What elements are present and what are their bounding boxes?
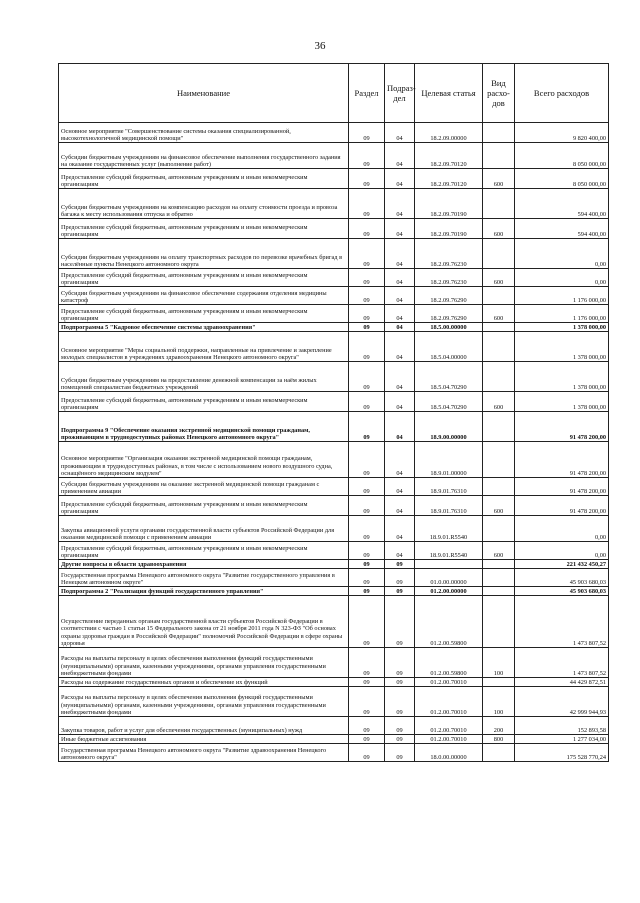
table-row bbox=[59, 516, 609, 542]
header-section: Раздел bbox=[349, 64, 385, 123]
cell-target: 01.2.00.70010 bbox=[415, 678, 483, 687]
cell-section: 09 bbox=[349, 496, 385, 516]
cell-subsection: 04 bbox=[385, 392, 415, 412]
cell-section: 09 bbox=[349, 305, 385, 323]
cell-subsection: 04 bbox=[385, 189, 415, 219]
table-row bbox=[59, 123, 609, 143]
cell-subsection: 04 bbox=[385, 362, 415, 392]
cell-target: 01.2.00.70010 bbox=[415, 687, 483, 717]
cell-subsection: 04 bbox=[385, 442, 415, 478]
cell-total: 1 473 807,52 bbox=[515, 596, 609, 648]
cell-section: 09 bbox=[349, 332, 385, 362]
table-row bbox=[59, 496, 609, 516]
cell-target: 18.2.09.70120 bbox=[415, 169, 483, 189]
page-number: 36 bbox=[314, 40, 326, 52]
cell-total: 152 893,58 bbox=[515, 717, 609, 735]
cell-name: Иные бюджетные ассигнования bbox=[59, 735, 349, 744]
cell-subsection: 09 bbox=[385, 678, 415, 687]
cell-name: Подпрограмма 2 "Реализация функций государственного управления" bbox=[59, 587, 349, 596]
cell-total: 1 176 000,00 bbox=[515, 287, 609, 305]
cell-kind bbox=[483, 239, 515, 269]
cell-target bbox=[415, 560, 483, 569]
table-row bbox=[59, 412, 609, 442]
cell-kind: 600 bbox=[483, 169, 515, 189]
cell-subsection: 09 bbox=[385, 596, 415, 648]
cell-section: 09 bbox=[349, 189, 385, 219]
cell-name: Расходы на выплаты персоналу в целях обеспечения выполнения функций государственными (муниципальными) органами, казенными учреждениями, органами управления государственными внебюджетными фондами bbox=[59, 687, 349, 717]
cell-name: Государственная программа Ненецкого автономного округа "Развитие здравоохранения Ненецкого автономного округа" bbox=[59, 744, 349, 762]
cell-total: 1 473 807,52 bbox=[515, 648, 609, 678]
cell-subsection: 04 bbox=[385, 123, 415, 143]
cell-subsection: 04 bbox=[385, 323, 415, 332]
cell-name: Расходы на содержание государственных органов и обеспечение их функций bbox=[59, 678, 349, 687]
table-row bbox=[59, 239, 609, 269]
cell-target: 18.9.01.76310 bbox=[415, 496, 483, 516]
cell-kind bbox=[483, 442, 515, 478]
cell-total: 1 378 000,00 bbox=[515, 332, 609, 362]
header-total: Всего расходов bbox=[515, 64, 609, 123]
cell-section: 09 bbox=[349, 412, 385, 442]
table-row bbox=[59, 717, 609, 735]
cell-subsection: 04 bbox=[385, 305, 415, 323]
cell-subsection: 09 bbox=[385, 587, 415, 596]
cell-target: 01.0.00.00000 bbox=[415, 569, 483, 587]
cell-kind: 600 bbox=[483, 392, 515, 412]
cell-section: 09 bbox=[349, 735, 385, 744]
cell-kind bbox=[483, 569, 515, 587]
cell-target: 18.2.09.70120 bbox=[415, 143, 483, 169]
cell-subsection: 04 bbox=[385, 412, 415, 442]
cell-total: 1 378 000,00 bbox=[515, 362, 609, 392]
cell-target: 01.2.00.59800 bbox=[415, 648, 483, 678]
cell-kind: 600 bbox=[483, 219, 515, 239]
cell-kind bbox=[483, 287, 515, 305]
cell-name: Расходы на выплаты персоналу в целях обеспечения выполнения функций государственными (муниципальными) органами, казенными учреждениями, органами управления государственными внебюджетными фондами bbox=[59, 648, 349, 678]
cell-total: 594 400,00 bbox=[515, 189, 609, 219]
cell-name: Предоставление субсидий бюджетным, автономным учреждениям и иным некоммерческим организациям bbox=[59, 305, 349, 323]
header-subsection: Подраз-дел bbox=[385, 64, 415, 123]
table-row bbox=[59, 687, 609, 717]
table-row bbox=[59, 287, 609, 305]
cell-subsection: 09 bbox=[385, 717, 415, 735]
cell-kind: 600 bbox=[483, 305, 515, 323]
cell-total: 91 478 200,00 bbox=[515, 412, 609, 442]
table-row bbox=[59, 392, 609, 412]
cell-total: 0,00 bbox=[515, 516, 609, 542]
cell-subsection: 09 bbox=[385, 569, 415, 587]
cell-kind bbox=[483, 323, 515, 332]
cell-subsection: 09 bbox=[385, 744, 415, 762]
cell-kind: 600 bbox=[483, 496, 515, 516]
cell-section: 09 bbox=[349, 569, 385, 587]
cell-kind: 100 bbox=[483, 687, 515, 717]
cell-kind: 600 bbox=[483, 269, 515, 287]
cell-section: 09 bbox=[349, 169, 385, 189]
cell-name: Осуществление переданных органам государственной власти субъектов Российской Федерации в соответствии с частью 1 статьи 15 Федерального закона от 21 ноября 2011 года N 323-ФЗ "Об основах охраны здоровья граждан в Российской Федерации" полномочий Российской Федерации в сфере охраны здоровья bbox=[59, 596, 349, 648]
cell-subsection: 04 bbox=[385, 332, 415, 362]
cell-section: 09 bbox=[349, 323, 385, 332]
cell-name: Подпрограмма 5 "Кадровое обеспечение системы здравоохранения" bbox=[59, 323, 349, 332]
cell-section: 09 bbox=[349, 687, 385, 717]
cell-section: 09 bbox=[349, 678, 385, 687]
cell-subsection: 04 bbox=[385, 496, 415, 516]
cell-subsection: 04 bbox=[385, 516, 415, 542]
cell-kind bbox=[483, 143, 515, 169]
cell-total: 175 528 770,24 bbox=[515, 744, 609, 762]
cell-kind bbox=[483, 123, 515, 143]
cell-total: 594 400,00 bbox=[515, 219, 609, 239]
cell-section: 09 bbox=[349, 287, 385, 305]
cell-target: 18.2.09.76230 bbox=[415, 239, 483, 269]
cell-subsection: 04 bbox=[385, 478, 415, 496]
cell-total: 0,00 bbox=[515, 269, 609, 287]
table-row bbox=[59, 189, 609, 219]
cell-total: 221 432 450,27 bbox=[515, 560, 609, 569]
cell-name: Основное мероприятие "Меры социальной поддержки, направленные на привлечение и закрепление молодых специалистов в учреждениях здравоохранения Ненецкого автономного округа" bbox=[59, 332, 349, 362]
cell-subsection: 04 bbox=[385, 287, 415, 305]
cell-name: Субсидии бюджетным учреждениям на компенсацию расходов на оплату стоимости проезда и провоза багажа к месту использования отпуска и обратно bbox=[59, 189, 349, 219]
cell-kind bbox=[483, 362, 515, 392]
cell-section: 09 bbox=[349, 648, 385, 678]
cell-name: Предоставление субсидий бюджетным, автономным учреждениям и иным некоммерческим организациям bbox=[59, 269, 349, 287]
cell-section: 09 bbox=[349, 587, 385, 596]
cell-section: 09 bbox=[349, 542, 385, 560]
cell-subsection: 04 bbox=[385, 169, 415, 189]
cell-target: 18.9.00.00000 bbox=[415, 412, 483, 442]
cell-name: Предоставление субсидий бюджетным, автономным учреждениям и иным некоммерческим организациям bbox=[59, 496, 349, 516]
cell-target: 18.5.04.00000 bbox=[415, 332, 483, 362]
table-row bbox=[59, 442, 609, 478]
cell-subsection: 09 bbox=[385, 648, 415, 678]
cell-target: 01.2.00.70010 bbox=[415, 717, 483, 735]
table-row bbox=[59, 569, 609, 587]
table-row bbox=[59, 305, 609, 323]
table-row bbox=[59, 542, 609, 560]
cell-section: 09 bbox=[349, 717, 385, 735]
cell-name: Основное мероприятие "Организация оказания экстренной медицинской помощи гражданам, проживающим в труднодоступных районах, в том числе с использованием нового воздушного судна, оснащённого медицинским модулем" bbox=[59, 442, 349, 478]
cell-subsection: 04 bbox=[385, 542, 415, 560]
cell-name: Другие вопросы в области здравоохранения bbox=[59, 560, 349, 569]
cell-target: 18.9.01.00000 bbox=[415, 442, 483, 478]
cell-kind: 200 bbox=[483, 717, 515, 735]
header-target: Целевая статья bbox=[415, 64, 483, 123]
cell-target: 18.9.01.76310 bbox=[415, 478, 483, 496]
table-body bbox=[59, 123, 609, 762]
cell-section: 09 bbox=[349, 744, 385, 762]
cell-target: 18.2.09.76290 bbox=[415, 305, 483, 323]
cell-total: 1 176 000,00 bbox=[515, 305, 609, 323]
cell-name: Предоставление субсидий бюджетным, автономным учреждениям и иным некоммерческим организациям bbox=[59, 219, 349, 239]
budget-table bbox=[58, 63, 609, 762]
cell-section: 09 bbox=[349, 143, 385, 169]
cell-section: 09 bbox=[349, 516, 385, 542]
cell-target: 18.9.01.R5540 bbox=[415, 516, 483, 542]
cell-subsection: 04 bbox=[385, 219, 415, 239]
cell-name: Предоставление субсидий бюджетным, автономным учреждениям и иным некоммерческим организациям bbox=[59, 169, 349, 189]
cell-total: 44 429 872,51 bbox=[515, 678, 609, 687]
cell-name: Закупка товаров, работ и услуг для обеспечения государственных (муниципальных) нужд bbox=[59, 717, 349, 735]
table-row bbox=[59, 587, 609, 596]
cell-total: 1 378 000,00 bbox=[515, 323, 609, 332]
cell-kind bbox=[483, 596, 515, 648]
table-row bbox=[59, 678, 609, 687]
table-row bbox=[59, 478, 609, 496]
cell-total: 42 999 944,93 bbox=[515, 687, 609, 717]
table-header-row bbox=[59, 64, 609, 123]
cell-total: 45 903 680,03 bbox=[515, 587, 609, 596]
cell-name: Государственная программа Ненецкого автономного округа "Развитие государственного управления в Ненецком автономном округе" bbox=[59, 569, 349, 587]
cell-total: 1 277 034,00 bbox=[515, 735, 609, 744]
cell-subsection: 04 bbox=[385, 239, 415, 269]
cell-subsection: 04 bbox=[385, 269, 415, 287]
cell-name: Предоставление субсидий бюджетным, автономным учреждениям и иным некоммерческим организациям bbox=[59, 392, 349, 412]
cell-target: 18.2.09.76230 bbox=[415, 269, 483, 287]
cell-name: Закупка авиационной услуги органами государственной власти субъектов Российской Федерации для оказания медицинской помощи с применением авиации bbox=[59, 516, 349, 542]
cell-total: 1 378 000,00 bbox=[515, 392, 609, 412]
cell-section: 09 bbox=[349, 596, 385, 648]
cell-subsection: 04 bbox=[385, 143, 415, 169]
header-kind: Вид расхо-дов bbox=[483, 64, 515, 123]
cell-total: 45 903 680,03 bbox=[515, 569, 609, 587]
cell-kind bbox=[483, 332, 515, 362]
cell-total: 0,00 bbox=[515, 239, 609, 269]
cell-kind bbox=[483, 189, 515, 219]
cell-section: 09 bbox=[349, 392, 385, 412]
cell-section: 09 bbox=[349, 239, 385, 269]
cell-section: 09 bbox=[349, 442, 385, 478]
cell-target: 18.2.09.76290 bbox=[415, 287, 483, 305]
cell-kind bbox=[483, 560, 515, 569]
cell-kind bbox=[483, 516, 515, 542]
cell-section: 09 bbox=[349, 362, 385, 392]
cell-target: 01.2.00.00000 bbox=[415, 587, 483, 596]
table-row bbox=[59, 143, 609, 169]
cell-name: Субсидии бюджетным учреждениям на финансовое обеспечение выполнения государственного задания на оказание государственных услуг (выполнение работ) bbox=[59, 143, 349, 169]
cell-section: 09 bbox=[349, 560, 385, 569]
cell-subsection: 09 bbox=[385, 560, 415, 569]
cell-name: Субсидии бюджетным учреждениям на оказание экстренной медицинской помощи гражданам с применением авиации bbox=[59, 478, 349, 496]
table-row bbox=[59, 219, 609, 239]
cell-target: 18.9.01.R5540 bbox=[415, 542, 483, 560]
cell-section: 09 bbox=[349, 123, 385, 143]
cell-target: 18.5.00.00000 bbox=[415, 323, 483, 332]
table-row bbox=[59, 323, 609, 332]
table-row bbox=[59, 648, 609, 678]
table-row bbox=[59, 744, 609, 762]
cell-target: 18.2.09.00000 bbox=[415, 123, 483, 143]
cell-name: Субсидии бюджетным учреждениям на оплату транспортных расходов по перевозке врачебных бригад в населённые пункты Ненецкого автономного округа bbox=[59, 239, 349, 269]
table-row bbox=[59, 362, 609, 392]
header-name: Наименование bbox=[59, 64, 349, 123]
cell-kind bbox=[483, 412, 515, 442]
cell-total: 91 478 200,00 bbox=[515, 478, 609, 496]
cell-kind bbox=[483, 744, 515, 762]
table-row bbox=[59, 169, 609, 189]
cell-total: 9 820 400,00 bbox=[515, 123, 609, 143]
table-row bbox=[59, 269, 609, 287]
cell-subsection: 09 bbox=[385, 687, 415, 717]
cell-name: Предоставление субсидий бюджетным, автономным учреждениям и иным некоммерческим организациям bbox=[59, 542, 349, 560]
cell-name: Основное мероприятие "Совершенствование системы оказания специализированной, высокотехнологичной медицинской помощи" bbox=[59, 123, 349, 143]
cell-subsection: 09 bbox=[385, 735, 415, 744]
cell-total: 91 478 200,00 bbox=[515, 442, 609, 478]
cell-kind bbox=[483, 478, 515, 496]
cell-name: Субсидии бюджетным учреждениям на финансовое обеспечение содержания отделения медицины катастроф bbox=[59, 287, 349, 305]
table-row bbox=[59, 560, 609, 569]
cell-kind bbox=[483, 678, 515, 687]
cell-target: 18.0.00.00000 bbox=[415, 744, 483, 762]
cell-target: 18.5.04.70290 bbox=[415, 362, 483, 392]
cell-kind bbox=[483, 587, 515, 596]
cell-section: 09 bbox=[349, 219, 385, 239]
cell-kind: 100 bbox=[483, 648, 515, 678]
cell-kind: 600 bbox=[483, 542, 515, 560]
table-row bbox=[59, 332, 609, 362]
cell-section: 09 bbox=[349, 269, 385, 287]
cell-target: 18.2.09.70190 bbox=[415, 219, 483, 239]
cell-target: 01.2.00.59800 bbox=[415, 596, 483, 648]
cell-total: 8 050 000,00 bbox=[515, 143, 609, 169]
cell-target: 18.2.09.70190 bbox=[415, 189, 483, 219]
cell-target: 01.2.00.70010 bbox=[415, 735, 483, 744]
cell-total: 8 050 000,00 bbox=[515, 169, 609, 189]
cell-target: 18.5.04.70290 bbox=[415, 392, 483, 412]
cell-total: 91 478 200,00 bbox=[515, 496, 609, 516]
table-row bbox=[59, 735, 609, 744]
cell-name: Подпрограмма 9 "Обеспечение оказания экстренной медицинской помощи гражданам, проживающим в труднодоступных районах Ненецкого автономного округа" bbox=[59, 412, 349, 442]
cell-name: Субсидии бюджетным учреждениям на предоставление денежной компенсации за наём жилых помещений специалистам бюджетных учреждений bbox=[59, 362, 349, 392]
cell-section: 09 bbox=[349, 478, 385, 496]
cell-total: 0,00 bbox=[515, 542, 609, 560]
table-row bbox=[59, 596, 609, 648]
cell-kind: 800 bbox=[483, 735, 515, 744]
